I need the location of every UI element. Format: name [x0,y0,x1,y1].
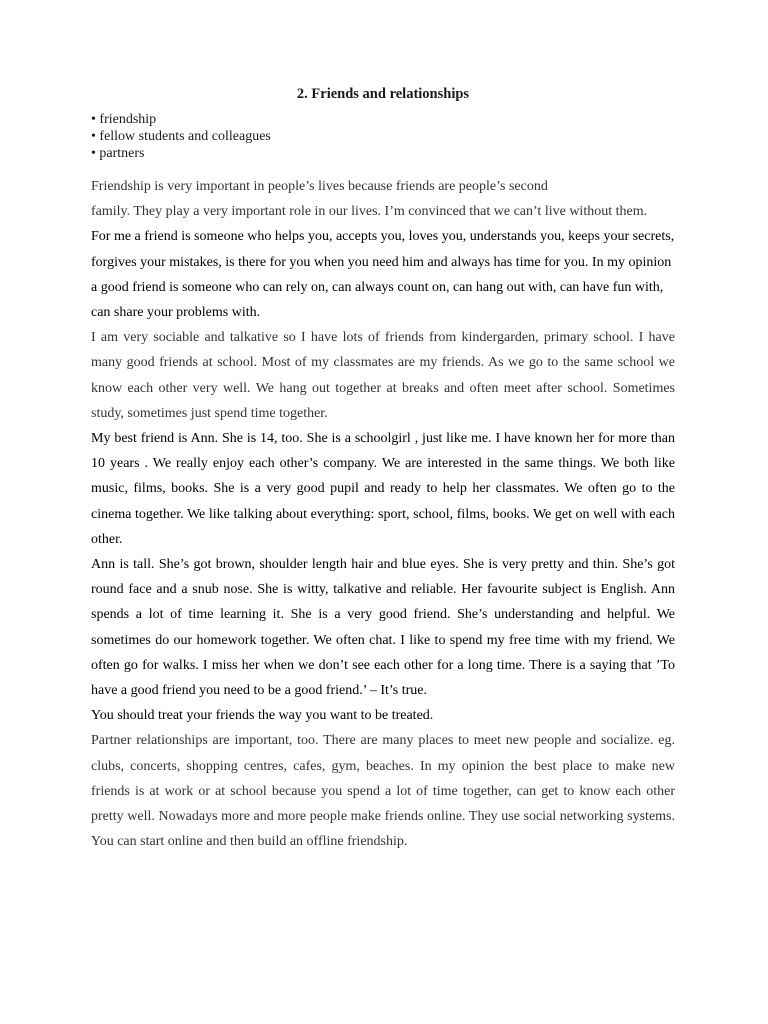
topic-list [91,111,675,162]
paragraph-ann-description: Ann is tall. She’s got brown, shoulder length hair and blue eyes. She is very pretty and thin. She’s got round face and a snub nose. She is witty, talkative and reliable. Her favourite subject is English. Ann spends a lot of time learning it. She is a very good friend. She’s understanding and helpful. We sometimes do our homework together. We often chat. I like to spend my free time with my friend. We often go for walks. I miss her when we don’t see each other for a long time. There is a saying that ’To have a good friend you need to be a good friend.’ – It’s true. [91,557,675,699]
paragraph-line: Friendship is very important in people’s lives because friends are people’s second [91,179,548,194]
paragraph-sociable: I am very sociable and talkative so I have lots of friends from kindergarden, primary school. I have many good friends at school. Most of my classmates are my friends. As we go to the same school we know each other very well. We hang out together at breaks and often meet after school. Sometimes study, sometimes just spend time together. [91,330,675,421]
paragraph-partner-relationships: Partner relationships are important, too. There are many places to meet new people and socialize. eg. clubs, concerts, shopping centres, cafes, gym, beaches. In my opinion the best place to make new friends is at work or at school because you spend a lot of time together, can get to know each other pretty well. Nowadays more and more people make friends online. They use social networking systems. You can start online and then build an offline friendship. [91,733,675,850]
section-title: 2. Friends and relationships [296,86,470,102]
paragraph-best-friend: My best friend is Ann. She is 14, too. She is a schoolgirl , just like me. I have known her for more than 10 years . We really enjoy each other’s company. We are interested in the same things. We both like music, films, books. She is a very good pupil and ready to help her classmates. We often go to the cinema together. We like talking about everything: sport, school, films, books. We get on well with each other. [91,431,675,547]
paragraph-what-is-friend: For me a friend is someone who helps you, accepts you, loves you, understands you, keeps your secrets, forgives your mistakes, is there for you when you need him and always has time for you. In my opinion a good friend is someone who can rely on, can always count on, can hang out with, can have fun with, can share your problems with. [91,229,675,321]
topic-item: • friendship [91,111,675,128]
topic-item: • fellow students and colleagues [91,128,675,145]
document-page [91,84,675,854]
paragraph-treat-friends: You should treat your friends the way you want to be treated. [91,708,434,724]
paragraph-friendship-intro [91,174,675,224]
topic-item: • partners [91,145,675,162]
paragraph-text: family. They play a very important role in our lives. I’m convinced that we can’t live without them. [91,204,648,220]
